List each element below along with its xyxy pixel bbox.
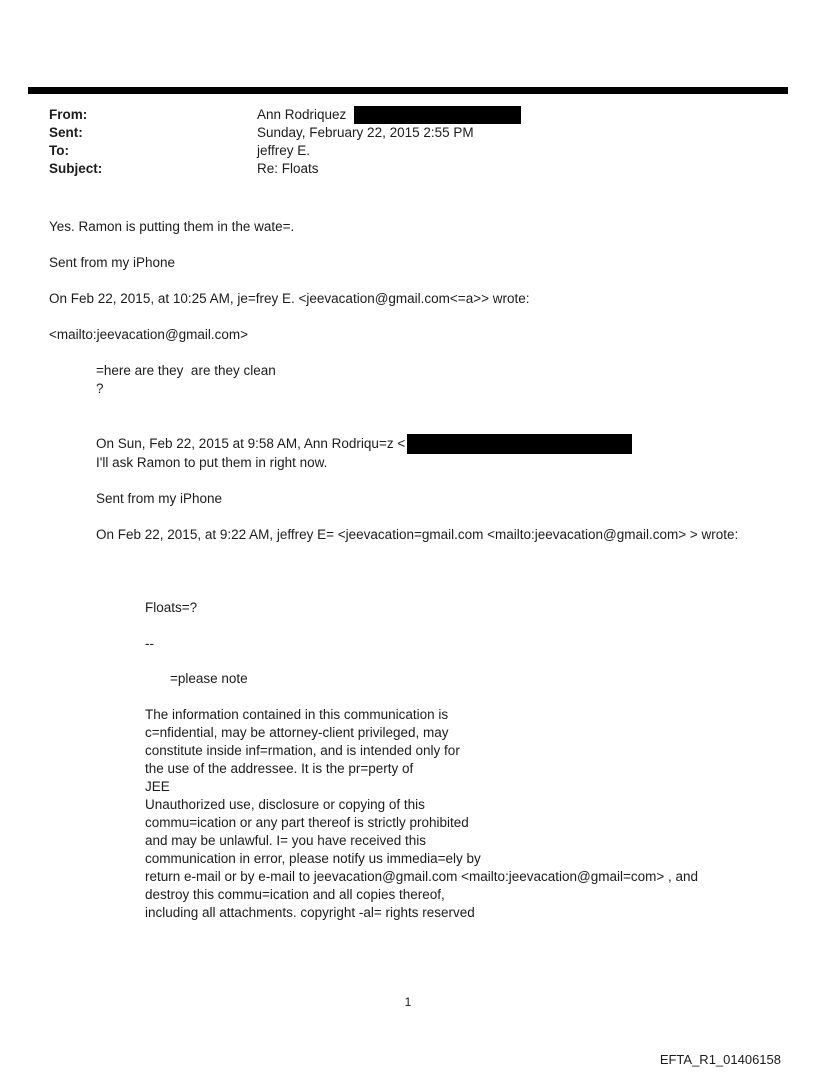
header-label-subject: Subject: (49, 161, 103, 176)
quote2-intro-line (0, 434, 816, 454)
sender-signature: Sent from my iPhone (49, 255, 176, 270)
reply-text: Yes. Ramon is putting them in the wate=. (49, 219, 295, 234)
disclaimer-line: commu=ication or any part thereof is strictly prohibited (145, 815, 469, 830)
disclaimer-line: destroy this commu=ication and all copies thereof, (145, 887, 445, 902)
header-divider-rule (28, 87, 788, 94)
quote1-message (0, 362, 816, 398)
header-value-from: Ann Rodriquez (257, 107, 347, 122)
quote2-reply: I'll ask Ramon to put them in right now. (96, 455, 328, 470)
header-value-from-wrap (257, 106, 521, 124)
disclaimer-line: and may be unlawful. I= you have received this (145, 833, 427, 848)
legal-disclaimer (0, 706, 816, 922)
header-value-to: jeffrey E. (257, 143, 311, 158)
page-number: 1 (404, 995, 412, 1009)
disclaimer-line: communication in error, please notify us immedia=ely by (145, 851, 481, 866)
please-note-line: =please note (170, 671, 248, 686)
mailto-line: <mailto:jeevacation@gmail.com> (49, 327, 249, 342)
email-body (0, 218, 816, 922)
redaction-bar-from-address (354, 106, 521, 124)
disclaimer-line: The information contained in this communication is (145, 707, 449, 722)
header-label-sent: Sent: (49, 125, 83, 140)
quote3-subject: Floats=? (145, 600, 198, 615)
quote1-line2: ? (96, 381, 104, 396)
header-label-to: To: (49, 143, 69, 158)
quote3-intro: On Feb 22, 2015, at 9:22 AM, jeffrey E= <jeevacation=gmail.com <mailto:jeevacation@gmail.com> > wrote: (96, 527, 739, 542)
quote1-line1: =here are they are they clean (96, 363, 276, 378)
header-value-sent: Sunday, February 22, 2015 2:55 PM (257, 125, 474, 140)
disclaimer-line: JEE (145, 779, 170, 794)
header-row-to (49, 142, 786, 160)
email-header-block (49, 106, 786, 178)
quote1-intro: On Feb 22, 2015, at 10:25 AM, je=frey E. <jeevacation@gmail.com<=a>> wrote: (49, 291, 530, 306)
header-row-from (49, 106, 786, 124)
redaction-bar-quote2-address (407, 434, 632, 454)
header-value-subject: Re: Floats (257, 161, 319, 176)
quote2-intro-text: On Sun, Feb 22, 2015 at 9:58 AM, Ann Rodriqu=z < (96, 436, 406, 451)
signature-separator: -- (145, 636, 154, 651)
disclaimer-line: c=nfidential, may be attorney-client privileged, may (145, 725, 449, 740)
header-label-from: From: (49, 107, 88, 122)
disclaimer-line: the use of the addressee. It is the pr=perty of (145, 761, 414, 776)
header-row-sent (49, 124, 786, 142)
header-row-subject (49, 160, 786, 178)
quote2-signature: Sent from my iPhone (96, 491, 223, 506)
disclaimer-line: Unauthorized use, disclosure or copying of this (145, 797, 425, 812)
disclaimer-line: return e-mail or by e-mail to jeevacation@gmail.com <mailto:jeevacation@gmail=com> , and (145, 869, 699, 884)
bates-number: EFTA_R1_01406158 (659, 1052, 781, 1067)
quote2-message (0, 434, 816, 472)
disclaimer-line: including all attachments. copyright -al= rights reserved (145, 905, 475, 920)
disclaimer-line: constitute inside inf=rmation, and is intended only for (145, 743, 460, 758)
